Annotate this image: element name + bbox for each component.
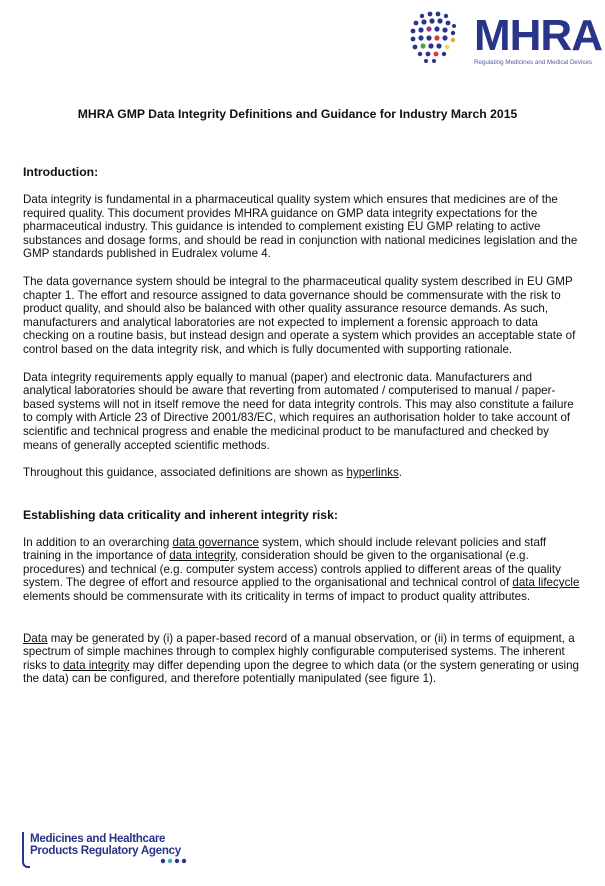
footer-agency-logo <box>22 832 192 868</box>
footer-agency-name <box>30 833 181 856</box>
intro-paragraph-2: The data governance system should be integral to the pharmaceutical quality system described in EU GMP chapter 1. The effort and resource assigned to data governance should be commensurate with the risk to product quality, and should also be balanced with other quality assurance resource demands. As such, manufacturers and analytical laboratories are not expected to implement a forensic approach to data checking on a routine basis, but instead design and operate a system which provides an acceptable state of control based on the data integrity risk, and which is fully documented with supporting rationale. <box>23 274 576 356</box>
intro-p4-text: Throughout this guidance, associated definitions are shown as <box>23 466 347 480</box>
data-integrity-link-2[interactable]: data integrity <box>62 658 130 672</box>
crit-p1-text-2: system, which should include relevant policies and staff training in the importance of <box>23 535 547 563</box>
logo-tagline: Regulating Medicines and Medical Devices <box>474 59 592 66</box>
footer-line-1: Medicines and Healthcare <box>30 832 166 845</box>
hyperlinks-link[interactable]: hyperlinks <box>346 466 399 480</box>
data-lifecycle-link[interactable]: data lifecycle <box>512 576 580 590</box>
dot-cluster-icon <box>408 8 472 68</box>
introduction-heading: Introduction: <box>23 165 99 179</box>
spacer <box>23 494 583 508</box>
footer-line-2: Products Regulatory Agency <box>30 843 181 857</box>
criticality-heading: Establishing data criticality and inherent integrity risk: <box>23 507 338 522</box>
crit-p2-text-2: may differ depending upon the degree to which data (or the system generating or using the data) can be configured, and therefore potentially manipulated (see figure 1). <box>23 658 579 686</box>
logo-wordmark: MHRA <box>474 11 602 60</box>
document-body <box>23 165 583 700</box>
crit-p1-text-1: In addition to an overarching <box>23 535 173 549</box>
crit-p1-text-4: elements should be commensurate with its criticality in terms of impact to product quality attributes. <box>23 590 531 604</box>
crit-p2-text-1: may be generated by (i) a paper-based record of a manual observation, or (ii) in terms of equipment, a spectrum of simple machines through to complex highly configurable computerised systems. The inherent risks to <box>23 631 575 672</box>
footer-bracket <box>22 832 30 868</box>
data-governance-link[interactable]: data governance <box>172 535 259 549</box>
criticality-paragraph-1 <box>23 536 583 604</box>
intro-paragraph-3: Data integrity requirements apply equally to manual (paper) and electronic data. Manufacturers and analytical laboratories should be aware that reverting from automated / computerised to manual / paper-based systems will not in itself remove the need for data integrity controls. This may also constitute a failure to comply with Article 23 of Directive 2001/83/EC, which requires an authorisation holder to take account of scientific and technical progress and enable the medicinal product to be manufactured and checked by means of generally accepted scientific methods. <box>23 370 574 452</box>
document-title: MHRA GMP Data Integrity Definitions and Guidance for Industry March 2015 <box>77 107 518 121</box>
mhra-logo <box>408 8 602 68</box>
footer-dots-icon <box>160 858 200 864</box>
criticality-paragraph-2 <box>23 632 583 686</box>
crit-p1-text-3: , consideration should be given to the organisational (e.g. procedures) and technical (e.g. computer system access) controls applied to different areas of the quality system. The degree of effort and resource applied to the organisational and technical control of <box>23 549 561 590</box>
spacer <box>23 618 583 632</box>
intro-paragraph-1: Data integrity is fundamental in a pharmaceutical quality system which ensures that medicines are of the required quality. This document provides MHRA guidance on GMP data integrity expectations for the pharmaceutical industry. This guidance is intended to complement existing EU GMP relating to active substances and dosage forms, and should be read in conjunction with national medicines legislation and the GMP standards published in Eudralex volume 4. <box>23 193 578 261</box>
data-integrity-link[interactable]: data integrity <box>169 549 235 563</box>
data-link[interactable]: Data <box>23 631 48 645</box>
intro-paragraph-4 <box>23 466 583 480</box>
intro-p4-end: . <box>398 466 402 480</box>
